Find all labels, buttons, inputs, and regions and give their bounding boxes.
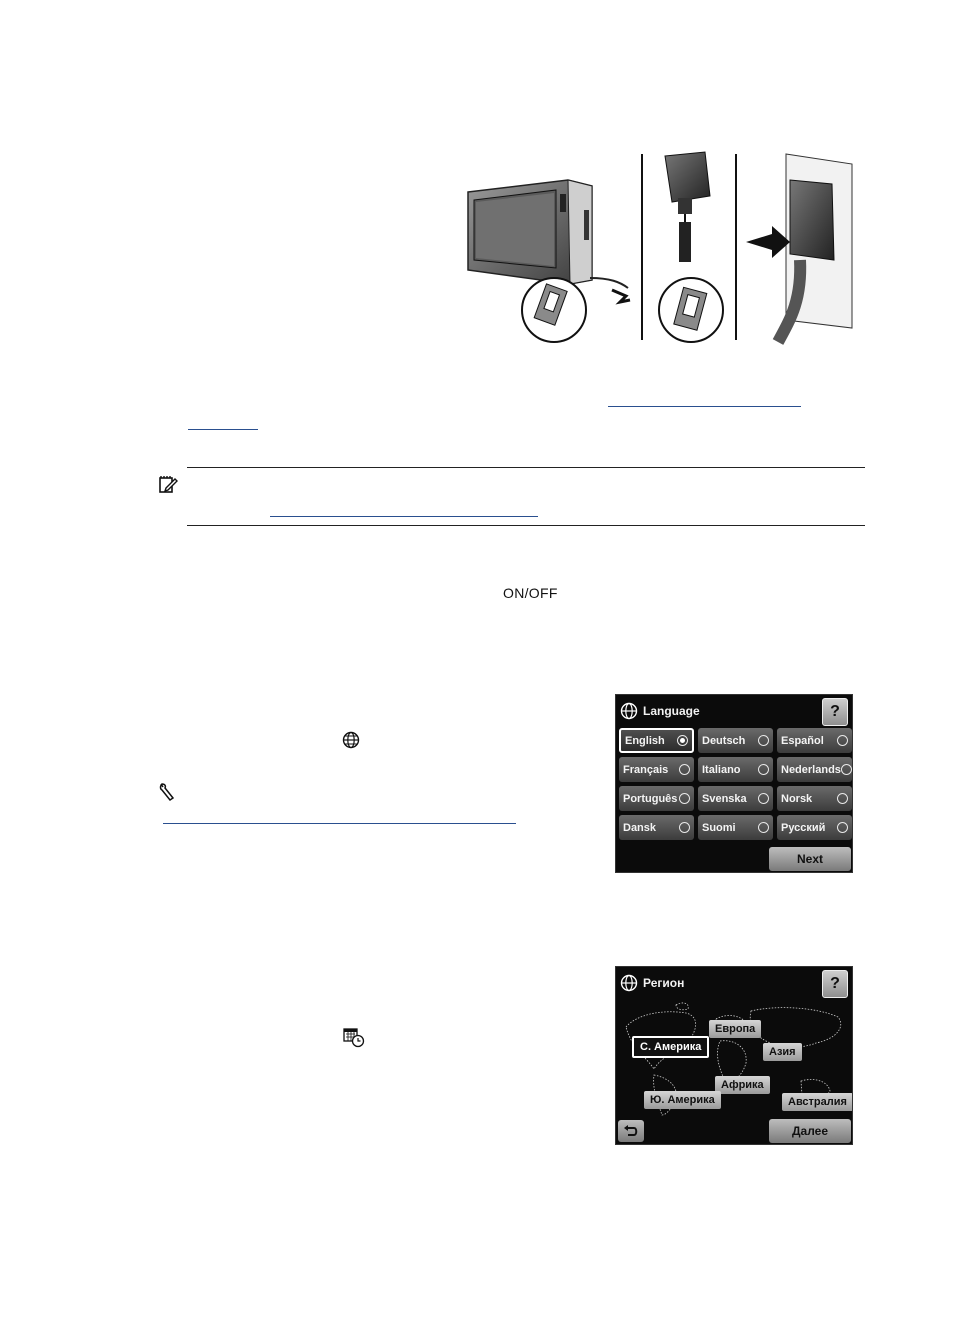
language-option-english[interactable] — [619, 728, 694, 753]
date-time-icon — [343, 1028, 365, 1048]
globe-icon — [620, 974, 638, 992]
option-label: Deutsch — [702, 734, 746, 747]
note-top-rule — [187, 467, 865, 468]
language-option-francais[interactable] — [619, 757, 694, 782]
radio — [758, 735, 769, 746]
region-screen — [615, 966, 853, 1145]
wall-outlet-drawing — [746, 154, 852, 342]
adapter-plug-drawing — [659, 152, 723, 342]
on-off-button-label: ON/OFF — [503, 585, 558, 601]
radio — [758, 822, 769, 833]
option-label: Nederlands — [781, 763, 841, 776]
note-bottom-rule — [187, 525, 865, 526]
language-option-deutsch[interactable] — [698, 728, 773, 753]
back-arrow-icon — [623, 1124, 639, 1138]
help-button[interactable]: ? — [822, 698, 848, 726]
option-label: Italiano — [702, 763, 741, 776]
screen-title — [620, 699, 700, 723]
setup-illustration — [460, 150, 860, 345]
language-option-russian[interactable] — [777, 815, 852, 840]
region-africa[interactable]: Африка — [715, 1076, 770, 1094]
language-option-dansk[interactable] — [619, 815, 694, 840]
option-label: English — [625, 734, 665, 747]
wrench-icon — [158, 782, 176, 802]
language-option-suomi[interactable] — [698, 815, 773, 840]
link-underline[interactable] — [188, 429, 258, 430]
radio — [679, 793, 690, 804]
region-europe[interactable]: Европа — [709, 1020, 761, 1038]
language-options — [619, 728, 852, 840]
language-screen — [615, 694, 853, 873]
globe-icon — [342, 731, 360, 749]
language-option-portugues[interactable] — [619, 786, 694, 811]
photo-frame-drawing — [468, 180, 630, 342]
option-label: Svenska — [702, 792, 747, 805]
radio — [837, 822, 848, 833]
region-asia[interactable]: Азия — [763, 1043, 802, 1061]
radio-selected — [677, 735, 688, 746]
region-title: Регион — [643, 976, 685, 990]
radio — [679, 822, 690, 833]
back-button[interactable] — [618, 1120, 644, 1142]
option-label: Français — [623, 763, 669, 776]
radio — [837, 793, 848, 804]
radio — [679, 764, 690, 775]
region-north-america[interactable]: С. Америка — [632, 1036, 709, 1058]
radio — [841, 764, 852, 775]
language-option-norsk[interactable] — [777, 786, 852, 811]
option-label: Русский — [781, 821, 826, 834]
radio — [837, 735, 848, 746]
radio — [758, 793, 769, 804]
note-link-underline[interactable] — [270, 516, 538, 517]
screen-title — [620, 971, 684, 995]
option-label: Norsk — [781, 792, 813, 805]
note-icon — [158, 474, 178, 494]
next-button[interactable]: Далее — [769, 1119, 851, 1143]
next-button[interactable]: Next — [769, 847, 851, 871]
link-underline[interactable] — [163, 823, 516, 824]
frame-power-illustration — [460, 150, 860, 345]
language-title: Language — [643, 704, 700, 718]
globe-icon — [620, 702, 638, 720]
option-label: Español — [781, 734, 824, 747]
language-option-nederlands[interactable] — [777, 757, 852, 782]
link-underline[interactable] — [608, 406, 801, 407]
option-label: Português — [623, 792, 678, 805]
option-label: Suomi — [702, 821, 736, 834]
help-button[interactable]: ? — [822, 970, 848, 998]
language-option-italiano[interactable] — [698, 757, 773, 782]
option-label: Dansk — [623, 821, 657, 834]
language-option-espanol[interactable] — [777, 728, 852, 753]
region-south-america[interactable]: Ю. Америка — [644, 1091, 721, 1109]
region-australia[interactable]: Австралия — [782, 1093, 853, 1111]
radio — [758, 764, 769, 775]
language-option-svenska[interactable] — [698, 786, 773, 811]
